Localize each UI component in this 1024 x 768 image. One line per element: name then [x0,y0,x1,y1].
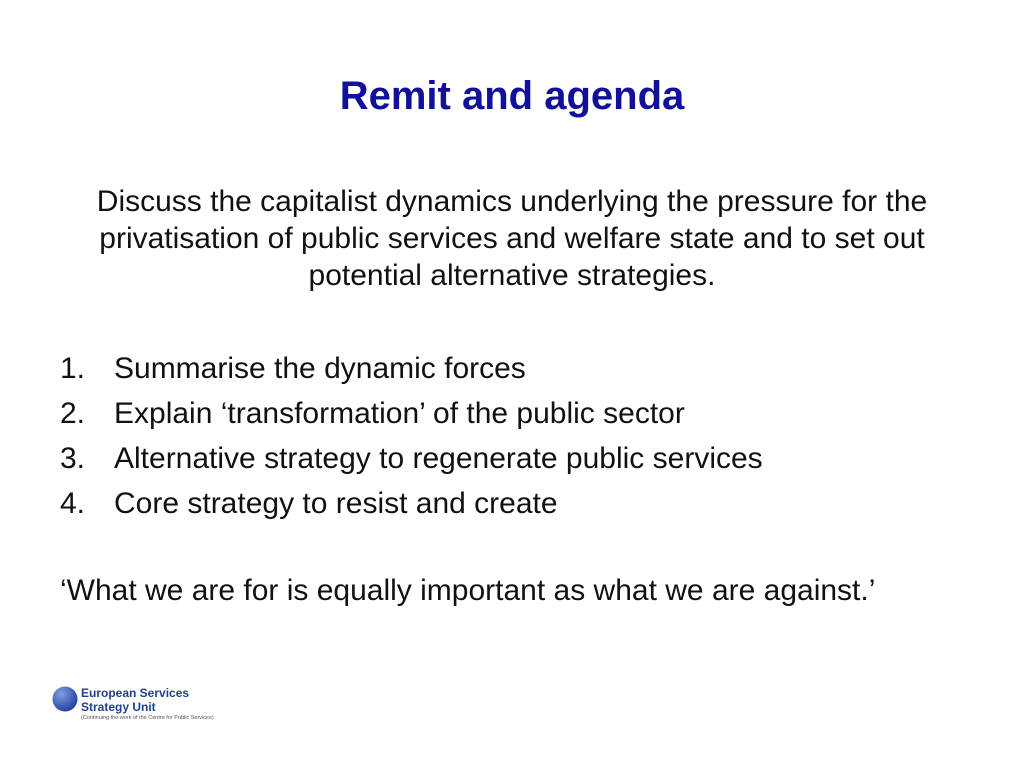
agenda-item-text: Explain ‘transformation’ of the public sector [114,397,685,430]
logo-tagline: (Continuing the work of the Centre for Public Services) [81,715,214,721]
agenda-item-number: 4. [60,487,86,520]
agenda-item-text: Core strategy to resist and create [114,487,558,520]
agenda-item-number: 1. [60,352,86,385]
agenda-item [60,391,763,436]
agenda-item-text: Alternative strategy to regenerate public services [114,442,763,475]
agenda-item-number: 2. [60,397,86,430]
slide-title: Remit and agenda [339,74,685,118]
logo-name-line1: European Services [81,686,190,700]
globe-icon [52,686,78,712]
intro-paragraph: Discuss the capitalist dynamics underlying the pressure for the privatisation of public services and welfare state and to set out potential alternative strategies. [96,185,928,292]
logo-name-line2: Strategy Unit [81,700,156,714]
agenda-item-number: 3. [60,442,86,475]
logo-name [81,686,189,714]
agenda-list [60,346,763,526]
agenda-item [60,346,763,391]
esu-logo [52,684,222,728]
agenda-item-text: Summarise the dynamic forces [114,352,526,385]
agenda-item [60,436,763,481]
agenda-item [60,481,763,526]
closing-quote: ‘What we are for is equally important as what we are against.’ [60,574,876,607]
